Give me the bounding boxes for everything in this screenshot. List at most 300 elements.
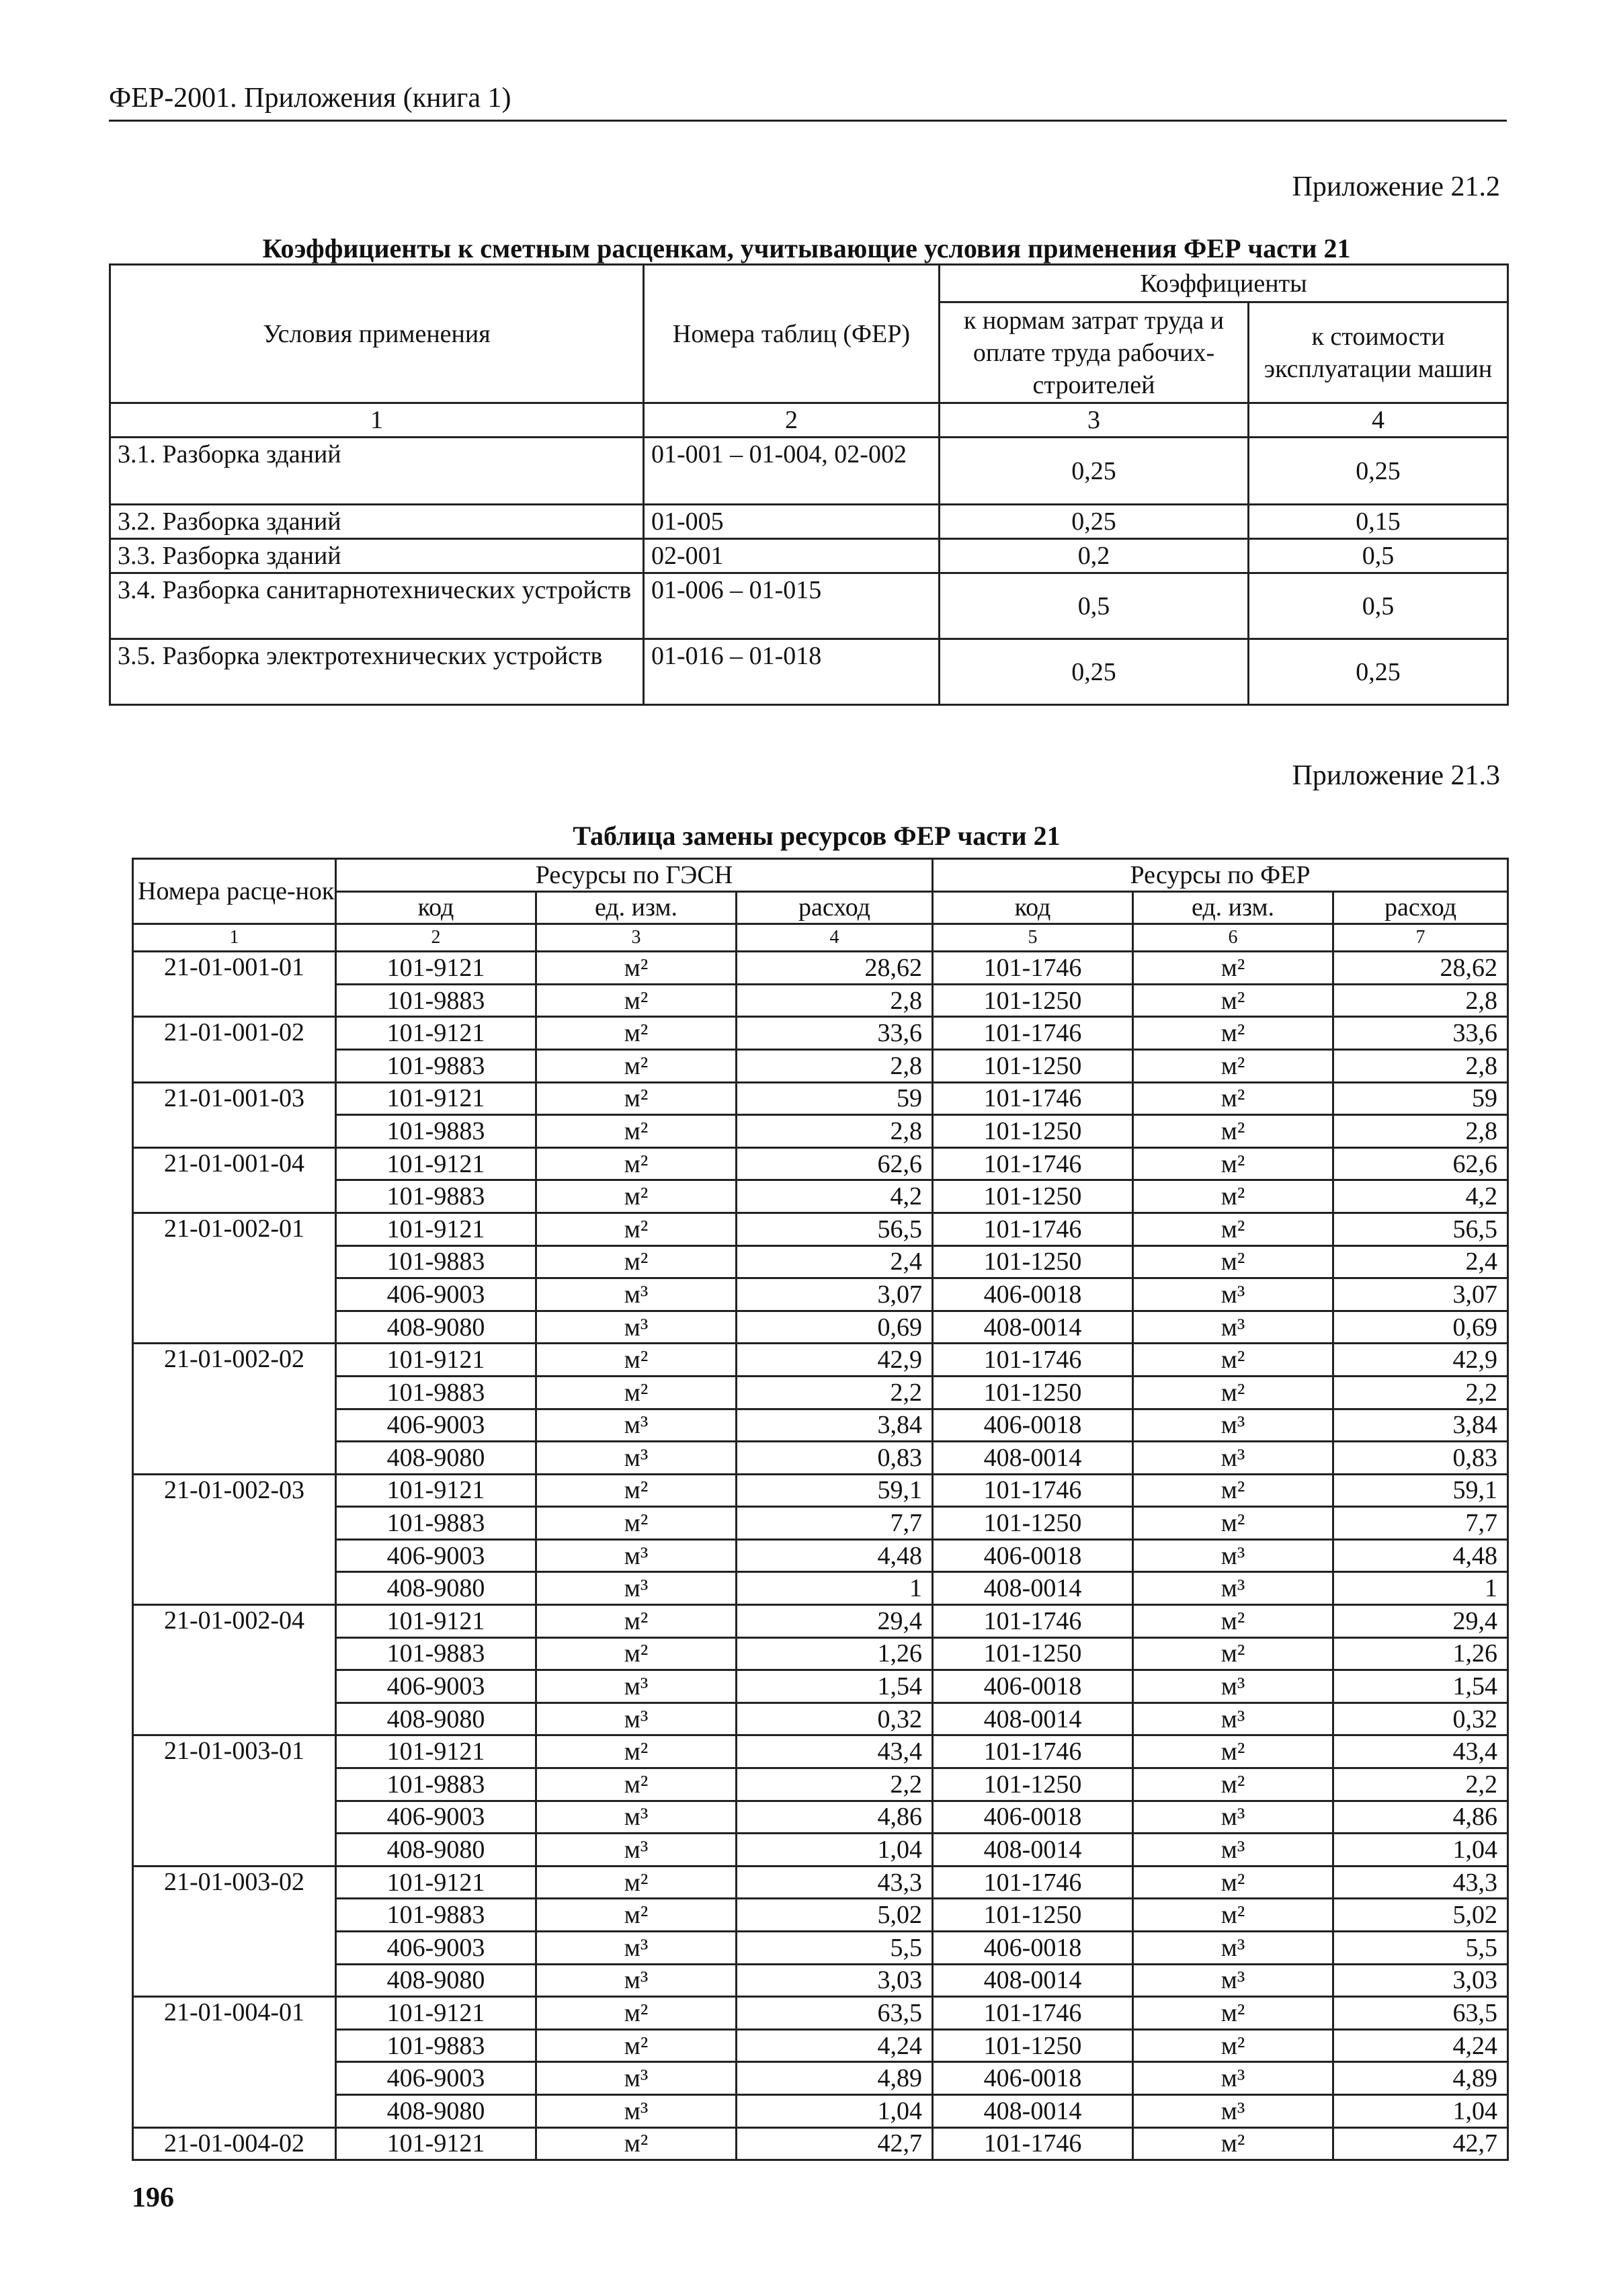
fer-unit-cell: м³ [1133, 1801, 1333, 1834]
table-row [133, 984, 1508, 1017]
fer-qty-cell: 29,4 [1333, 1605, 1508, 1638]
gesn-code-cell: 406-9003 [336, 1539, 536, 1572]
gesn-code-cell: 101-9883 [336, 1507, 536, 1540]
rate-number-cell: 21-01-004-02 [133, 2127, 336, 2160]
appendix-21-2-label: Приложение 21.2 [1292, 171, 1500, 202]
gesn-code-cell: 408-9080 [336, 1834, 536, 1867]
fer-code-cell: 408-0014 [933, 1834, 1133, 1867]
table-row: 3.2. Разборка зданий 01-005 0,25 0,15 [110, 505, 1508, 539]
fer-code-cell: 406-0018 [933, 2062, 1133, 2095]
gesn-qty-cell: 4,86 [737, 1801, 933, 1834]
fer-unit-cell: м³ [1133, 1703, 1333, 1735]
fer-code-cell: 406-0018 [933, 1409, 1133, 1442]
fer-code-cell: 406-0018 [933, 1539, 1133, 1572]
table-row [133, 1376, 1508, 1409]
rate-number-cell: 21-01-002-02 [133, 1344, 336, 1474]
fer-qty-cell: 42,7 [1333, 2127, 1508, 2160]
rate-number-cell: 21-01-001-01 [133, 952, 336, 1017]
fer-unit-cell: м³ [1133, 1932, 1333, 1965]
gesn-unit-cell: м² [536, 1245, 737, 1278]
fer-code-cell: 101-1250 [933, 1115, 1133, 1148]
fer-qty-cell: 2,8 [1333, 1115, 1508, 1148]
table-row [133, 1344, 1508, 1377]
fer-code-cell: 101-1746 [933, 2127, 1133, 2160]
rate-number-cell: 21-01-003-01 [133, 1735, 336, 1866]
fer-unit-cell: м² [1133, 1180, 1333, 1213]
fer-code-cell: 101-1250 [933, 1768, 1133, 1801]
fer-code-cell: 408-0014 [933, 2094, 1133, 2127]
fer-code-cell: 101-1746 [933, 1735, 1133, 1768]
gesn-code-cell: 101-9883 [336, 1768, 536, 1801]
gesn-code-cell: 101-9883 [336, 1637, 536, 1670]
gesn-unit-cell: м³ [536, 1409, 737, 1442]
gesn-unit-cell: м² [536, 1017, 737, 1050]
gesn-unit-cell: м² [536, 1180, 737, 1213]
fer-unit-cell: м³ [1133, 1539, 1333, 1572]
fer-qty-cell: 5,02 [1333, 1899, 1508, 1932]
fer-unit-cell: м² [1133, 1768, 1333, 1801]
gesn-qty-cell: 2,2 [737, 1376, 933, 1409]
gesn-code-cell: 101-9883 [336, 1180, 536, 1213]
col-header-coefficients: Коэффициенты [940, 265, 1508, 302]
fer-unit-cell: м² [1133, 1213, 1333, 1245]
gesn-unit-cell: м³ [536, 1670, 737, 1703]
table-row [133, 1637, 1508, 1670]
table-row [133, 1082, 1508, 1115]
gesn-qty-cell: 4,2 [737, 1180, 933, 1213]
gesn-code-cell: 101-9121 [336, 1017, 536, 1050]
table-row [133, 1703, 1508, 1735]
fer-code-cell: 101-1250 [933, 1899, 1133, 1932]
fer-qty-cell: 28,62 [1333, 952, 1508, 985]
col-header-fer-consumption: расход [1333, 891, 1508, 924]
fer-qty-cell: 62,6 [1333, 1147, 1508, 1180]
gesn-qty-cell: 5,02 [737, 1899, 933, 1932]
fer-unit-cell: м² [1133, 2127, 1333, 2160]
rate-number-cell: 21-01-001-04 [133, 1147, 336, 1213]
fer-unit-cell: м² [1133, 1082, 1333, 1115]
table-row [133, 1017, 1508, 1050]
fer-qty-cell: 33,6 [1333, 1017, 1508, 1050]
gesn-qty-cell: 3,07 [737, 1278, 933, 1311]
gesn-unit-cell: м³ [536, 1932, 737, 1965]
gesn-code-cell: 101-9883 [336, 1115, 536, 1148]
gesn-unit-cell: м³ [536, 1834, 737, 1867]
col-header-conditions: Условия применения [110, 265, 644, 403]
gesn-code-cell: 101-9121 [336, 1866, 536, 1899]
gesn-unit-cell: м² [536, 1768, 737, 1801]
substitution-table-title: Таблица замены ресурсов ФЕР части 21 [573, 821, 1061, 851]
table-row [133, 1213, 1508, 1245]
gesn-code-cell: 101-9121 [336, 1735, 536, 1768]
fer-unit-cell: м² [1133, 1474, 1333, 1507]
gesn-qty-cell: 33,6 [737, 1017, 933, 1050]
gesn-qty-cell: 3,84 [737, 1409, 933, 1442]
col-header-fer: Ресурсы по ФЕР [933, 859, 1508, 892]
fer-qty-cell: 43,3 [1333, 1866, 1508, 1899]
fer-qty-cell: 4,2 [1333, 1180, 1508, 1213]
rate-number-cell: 21-01-001-03 [133, 1082, 336, 1147]
fer-qty-cell: 5,5 [1333, 1932, 1508, 1965]
gesn-qty-cell: 4,89 [737, 2062, 933, 2095]
gesn-code-cell: 101-9883 [336, 984, 536, 1017]
fer-unit-cell: м² [1133, 1507, 1333, 1540]
table-row [133, 1964, 1508, 1997]
fer-qty-cell: 63,5 [1333, 1997, 1508, 2030]
gesn-code-cell: 101-9121 [336, 1082, 536, 1115]
fer-code-cell: 101-1250 [933, 1180, 1133, 1213]
fer-unit-cell: м³ [1133, 1572, 1333, 1605]
table-row [133, 1605, 1508, 1638]
gesn-unit-cell: м² [536, 1376, 737, 1409]
fer-unit-cell: м² [1133, 984, 1333, 1017]
table-row [133, 1539, 1508, 1572]
gesn-unit-cell: м³ [536, 2062, 737, 2095]
fer-unit-cell: м² [1133, 1115, 1333, 1148]
gesn-qty-cell: 2,8 [737, 984, 933, 1017]
gesn-unit-cell: м² [536, 1507, 737, 1540]
gesn-unit-cell: м² [536, 1866, 737, 1899]
table-row [133, 1866, 1508, 1899]
fer-qty-cell: 2,8 [1333, 1049, 1508, 1082]
fer-unit-cell: м² [1133, 1376, 1333, 1409]
fer-qty-cell: 2,4 [1333, 1245, 1508, 1278]
table-row [133, 1572, 1508, 1605]
gesn-qty-cell: 7,7 [737, 1507, 933, 1540]
gesn-code-cell: 101-9883 [336, 1899, 536, 1932]
fer-unit-cell: м² [1133, 1997, 1333, 2030]
gesn-qty-cell: 2,8 [737, 1049, 933, 1082]
gesn-code-cell: 406-9003 [336, 1801, 536, 1834]
table-row [133, 2094, 1508, 2127]
gesn-unit-cell: м² [536, 1049, 737, 1082]
gesn-qty-cell: 2,4 [737, 1245, 933, 1278]
gesn-unit-cell: м² [536, 1213, 737, 1245]
table-row [133, 2127, 1508, 2160]
fer-unit-cell: м³ [1133, 1670, 1333, 1703]
gesn-code-cell: 408-9080 [336, 2094, 536, 2127]
table-row: 3.3. Разборка зданий 02-001 0,2 0,5 [110, 539, 1508, 573]
fer-unit-cell: м² [1133, 1605, 1333, 1638]
gesn-code-cell: 101-9121 [336, 1474, 536, 1507]
gesn-code-cell: 101-9883 [336, 2029, 536, 2062]
gesn-qty-cell: 0,83 [737, 1442, 933, 1475]
column-number-row: 1 2 3 4 5 6 7 [133, 924, 1508, 952]
gesn-code-cell: 408-9080 [336, 1442, 536, 1475]
gesn-unit-cell: м² [536, 1115, 737, 1148]
rate-number-cell: 21-01-002-01 [133, 1213, 336, 1343]
fer-code-cell: 101-1746 [933, 1866, 1133, 1899]
rate-number-cell: 21-01-003-02 [133, 1866, 336, 1996]
table-row [133, 1768, 1508, 1801]
gesn-unit-cell: м² [536, 1735, 737, 1768]
gesn-unit-cell: м² [536, 1899, 737, 1932]
fer-unit-cell: м³ [1133, 1278, 1333, 1311]
fer-unit-cell: м³ [1133, 1311, 1333, 1344]
gesn-code-cell: 408-9080 [336, 1311, 536, 1344]
gesn-unit-cell: м³ [536, 1801, 737, 1834]
column-number-row: 1 2 3 4 [110, 403, 1508, 438]
fer-unit-cell: м² [1133, 952, 1333, 985]
table-row [133, 1311, 1508, 1344]
fer-code-cell: 101-1250 [933, 984, 1133, 1017]
fer-qty-cell: 4,86 [1333, 1801, 1508, 1834]
table-row [133, 1735, 1508, 1768]
fer-code-cell: 101-1250 [933, 2029, 1133, 2062]
rate-number-cell: 21-01-002-03 [133, 1474, 336, 1604]
fer-qty-cell: 1 [1333, 1572, 1508, 1605]
fer-qty-cell: 42,9 [1333, 1344, 1508, 1377]
gesn-qty-cell: 42,9 [737, 1344, 933, 1377]
fer-code-cell: 101-1746 [933, 1605, 1133, 1638]
table-row: 3.5. Разборка электротехнических устройств 01-016 – 01-018 0,25 0,25 [110, 639, 1508, 705]
fer-code-cell: 101-1746 [933, 952, 1133, 985]
table-row [133, 1180, 1508, 1213]
table-row [133, 1834, 1508, 1867]
gesn-unit-cell: м³ [536, 1442, 737, 1475]
page-number: 196 [132, 2182, 174, 2213]
col-header-labor: к нормам затрат труда и оплате труда рабочих-строителей [940, 302, 1249, 403]
fer-code-cell: 408-0014 [933, 1964, 1133, 1997]
col-header-rate-number: Номера расце-нок [133, 859, 336, 924]
fer-qty-cell: 2,2 [1333, 1376, 1508, 1409]
gesn-qty-cell: 42,7 [737, 2127, 933, 2160]
fer-unit-cell: м² [1133, 1147, 1333, 1180]
fer-qty-cell: 56,5 [1333, 1213, 1508, 1245]
table-row [133, 1409, 1508, 1442]
table-row [133, 952, 1508, 985]
table-row [133, 1932, 1508, 1965]
table-row [133, 1997, 1508, 2030]
gesn-code-cell: 406-9003 [336, 1409, 536, 1442]
fer-qty-cell: 1,54 [1333, 1670, 1508, 1703]
gesn-unit-cell: м² [536, 1082, 737, 1115]
fer-qty-cell: 43,4 [1333, 1735, 1508, 1768]
gesn-unit-cell: м² [536, 1997, 737, 2030]
gesn-code-cell: 101-9121 [336, 1147, 536, 1180]
coef-table-title: Коэффициенты к сметным расценкам, учитывающие условия применения ФЕР части 21 [262, 233, 1351, 263]
fer-unit-cell: м² [1133, 2029, 1333, 2062]
fer-unit-cell: м² [1133, 1735, 1333, 1768]
gesn-code-cell: 101-9121 [336, 1605, 536, 1638]
fer-code-cell: 406-0018 [933, 1801, 1133, 1834]
gesn-code-cell: 101-9883 [336, 1245, 536, 1278]
table-row [133, 1801, 1508, 1834]
fer-qty-cell: 1,04 [1333, 1834, 1508, 1867]
fer-code-cell: 101-1746 [933, 1344, 1133, 1377]
fer-unit-cell: м³ [1133, 1442, 1333, 1475]
table-row [133, 1115, 1508, 1148]
fer-code-cell: 101-1746 [933, 1017, 1133, 1050]
gesn-unit-cell: м² [536, 1344, 737, 1377]
fer-code-cell: 101-1746 [933, 1997, 1133, 2030]
table-row [133, 1507, 1508, 1540]
fer-unit-cell: м³ [1133, 2062, 1333, 2095]
gesn-qty-cell: 0,32 [737, 1703, 933, 1735]
fer-unit-cell: м² [1133, 1049, 1333, 1082]
gesn-code-cell: 406-9003 [336, 2062, 536, 2095]
table-row [133, 1278, 1508, 1311]
col-header-fer-unit: ед. изм. [1133, 891, 1333, 924]
table-row [133, 1474, 1508, 1507]
running-header: ФЕР-2001. Приложения (книга 1) [109, 79, 1507, 122]
gesn-qty-cell: 1,04 [737, 2094, 933, 2127]
gesn-qty-cell: 1,26 [737, 1637, 933, 1670]
fer-unit-cell: м³ [1133, 1964, 1333, 1997]
gesn-qty-cell: 4,24 [737, 2029, 933, 2062]
fer-qty-cell: 59 [1333, 1082, 1508, 1115]
gesn-qty-cell: 59 [737, 1082, 933, 1115]
gesn-unit-cell: м³ [536, 1964, 737, 1997]
gesn-unit-cell: м² [536, 952, 737, 985]
gesn-qty-cell: 5,5 [737, 1932, 933, 1965]
fer-unit-cell: м² [1133, 1866, 1333, 1899]
col-header-gesn-unit: ед. изм. [536, 891, 737, 924]
fer-unit-cell: м³ [1133, 1409, 1333, 1442]
rate-number-cell: 21-01-004-01 [133, 1997, 336, 2127]
gesn-unit-cell: м³ [536, 1311, 737, 1344]
gesn-unit-cell: м² [536, 1605, 737, 1638]
fer-qty-cell: 59,1 [1333, 1474, 1508, 1507]
gesn-qty-cell: 59,1 [737, 1474, 933, 1507]
gesn-code-cell: 101-9121 [336, 1213, 536, 1245]
gesn-code-cell: 406-9003 [336, 1278, 536, 1311]
fer-unit-cell: м² [1133, 1017, 1333, 1050]
fer-qty-cell: 4,48 [1333, 1539, 1508, 1572]
gesn-unit-cell: м³ [536, 2094, 737, 2127]
fer-code-cell: 101-1250 [933, 1245, 1133, 1278]
table-row [133, 1899, 1508, 1932]
gesn-unit-cell: м³ [536, 1539, 737, 1572]
gesn-qty-cell: 1 [737, 1572, 933, 1605]
table-row [133, 1049, 1508, 1082]
fer-code-cell: 101-1746 [933, 1213, 1133, 1245]
gesn-qty-cell: 4,48 [737, 1539, 933, 1572]
table-row [133, 1245, 1508, 1278]
fer-code-cell: 101-1250 [933, 1507, 1133, 1540]
col-header-machines: к стоимости эксплуатации машин [1249, 302, 1508, 403]
gesn-unit-cell: м³ [536, 1703, 737, 1735]
table-row [133, 2062, 1508, 2095]
fer-code-cell: 101-1250 [933, 1049, 1133, 1082]
gesn-unit-cell: м² [536, 1147, 737, 1180]
coefficients-table [109, 263, 1509, 706]
fer-code-cell: 101-1250 [933, 1376, 1133, 1409]
table-row [133, 2029, 1508, 2062]
fer-qty-cell: 4,89 [1333, 2062, 1508, 2095]
col-header-fer-code: код [933, 891, 1133, 924]
gesn-qty-cell: 28,62 [737, 952, 933, 985]
resource-substitution-table [132, 858, 1509, 2161]
gesn-qty-cell: 1,54 [737, 1670, 933, 1703]
fer-qty-cell: 3,84 [1333, 1409, 1508, 1442]
gesn-code-cell: 408-9080 [336, 1703, 536, 1735]
gesn-unit-cell: м³ [536, 1572, 737, 1605]
fer-qty-cell: 0,83 [1333, 1442, 1508, 1475]
fer-qty-cell: 0,69 [1333, 1311, 1508, 1344]
table-row: 3.1. Разборка зданий 01-001 – 01-004, 02-002 0,25 0,25 [110, 438, 1508, 505]
fer-code-cell: 101-1250 [933, 1637, 1133, 1670]
fer-code-cell: 406-0018 [933, 1932, 1133, 1965]
gesn-qty-cell: 2,8 [737, 1115, 933, 1148]
gesn-unit-cell: м² [536, 2127, 737, 2160]
gesn-qty-cell: 29,4 [737, 1605, 933, 1638]
gesn-unit-cell: м² [536, 2029, 737, 2062]
gesn-qty-cell: 3,03 [737, 1964, 933, 1997]
table-row [133, 1670, 1508, 1703]
fer-qty-cell: 1,04 [1333, 2094, 1508, 2127]
table-row [133, 1442, 1508, 1475]
gesn-code-cell: 408-9080 [336, 1964, 536, 1997]
fer-qty-cell: 2,2 [1333, 1768, 1508, 1801]
fer-qty-cell: 0,32 [1333, 1703, 1508, 1735]
fer-qty-cell: 2,8 [1333, 984, 1508, 1017]
col-header-gesn-code: код [336, 891, 536, 924]
fer-code-cell: 406-0018 [933, 1670, 1133, 1703]
gesn-qty-cell: 0,69 [737, 1311, 933, 1344]
fer-code-cell: 101-1746 [933, 1147, 1133, 1180]
fer-unit-cell: м³ [1133, 1834, 1333, 1867]
fer-qty-cell: 1,26 [1333, 1637, 1508, 1670]
gesn-code-cell: 101-9121 [336, 2127, 536, 2160]
gesn-code-cell: 406-9003 [336, 1670, 536, 1703]
gesn-qty-cell: 2,2 [737, 1768, 933, 1801]
fer-code-cell: 408-0014 [933, 1311, 1133, 1344]
gesn-unit-cell: м³ [536, 1278, 737, 1311]
col-header-gesn-consumption: расход [737, 891, 933, 924]
fer-unit-cell: м³ [1133, 2094, 1333, 2127]
gesn-unit-cell: м² [536, 984, 737, 1017]
fer-qty-cell: 3,07 [1333, 1278, 1508, 1311]
fer-qty-cell: 3,03 [1333, 1964, 1508, 1997]
fer-code-cell: 408-0014 [933, 1572, 1133, 1605]
fer-code-cell: 406-0018 [933, 1278, 1133, 1311]
gesn-qty-cell: 62,6 [737, 1147, 933, 1180]
table-row: 3.4. Разборка санитарнотехнических устройств 01-006 – 01-015 0,5 0,5 [110, 573, 1508, 639]
gesn-code-cell: 101-9121 [336, 952, 536, 985]
gesn-code-cell: 101-9883 [336, 1376, 536, 1409]
rate-number-cell: 21-01-002-04 [133, 1605, 336, 1735]
gesn-code-cell: 406-9003 [336, 1932, 536, 1965]
fer-unit-cell: м² [1133, 1245, 1333, 1278]
fer-unit-cell: м² [1133, 1344, 1333, 1377]
gesn-unit-cell: м² [536, 1637, 737, 1670]
gesn-code-cell: 101-9121 [336, 1344, 536, 1377]
gesn-qty-cell: 43,3 [737, 1866, 933, 1899]
gesn-qty-cell: 43,4 [737, 1735, 933, 1768]
fer-unit-cell: м² [1133, 1899, 1333, 1932]
gesn-unit-cell: м² [536, 1474, 737, 1507]
gesn-code-cell: 408-9080 [336, 1572, 536, 1605]
appendix-21-3-label: Приложение 21.3 [1292, 760, 1500, 791]
fer-code-cell: 408-0014 [933, 1703, 1133, 1735]
gesn-qty-cell: 63,5 [737, 1997, 933, 2030]
fer-code-cell: 101-1746 [933, 1082, 1133, 1115]
table-row [133, 1147, 1508, 1180]
fer-qty-cell: 7,7 [1333, 1507, 1508, 1540]
fer-code-cell: 408-0014 [933, 1442, 1133, 1475]
col-header-tables: Номера таблиц (ФЕР) [644, 265, 940, 403]
gesn-code-cell: 101-9883 [336, 1049, 536, 1082]
gesn-qty-cell: 1,04 [737, 1834, 933, 1867]
gesn-code-cell: 101-9121 [336, 1997, 536, 2030]
fer-qty-cell: 4,24 [1333, 2029, 1508, 2062]
fer-unit-cell: м² [1133, 1637, 1333, 1670]
col-header-gesn: Ресурсы по ГЭСН [336, 859, 933, 892]
gesn-qty-cell: 56,5 [737, 1213, 933, 1245]
fer-code-cell: 101-1746 [933, 1474, 1133, 1507]
rate-number-cell: 21-01-001-02 [133, 1017, 336, 1082]
